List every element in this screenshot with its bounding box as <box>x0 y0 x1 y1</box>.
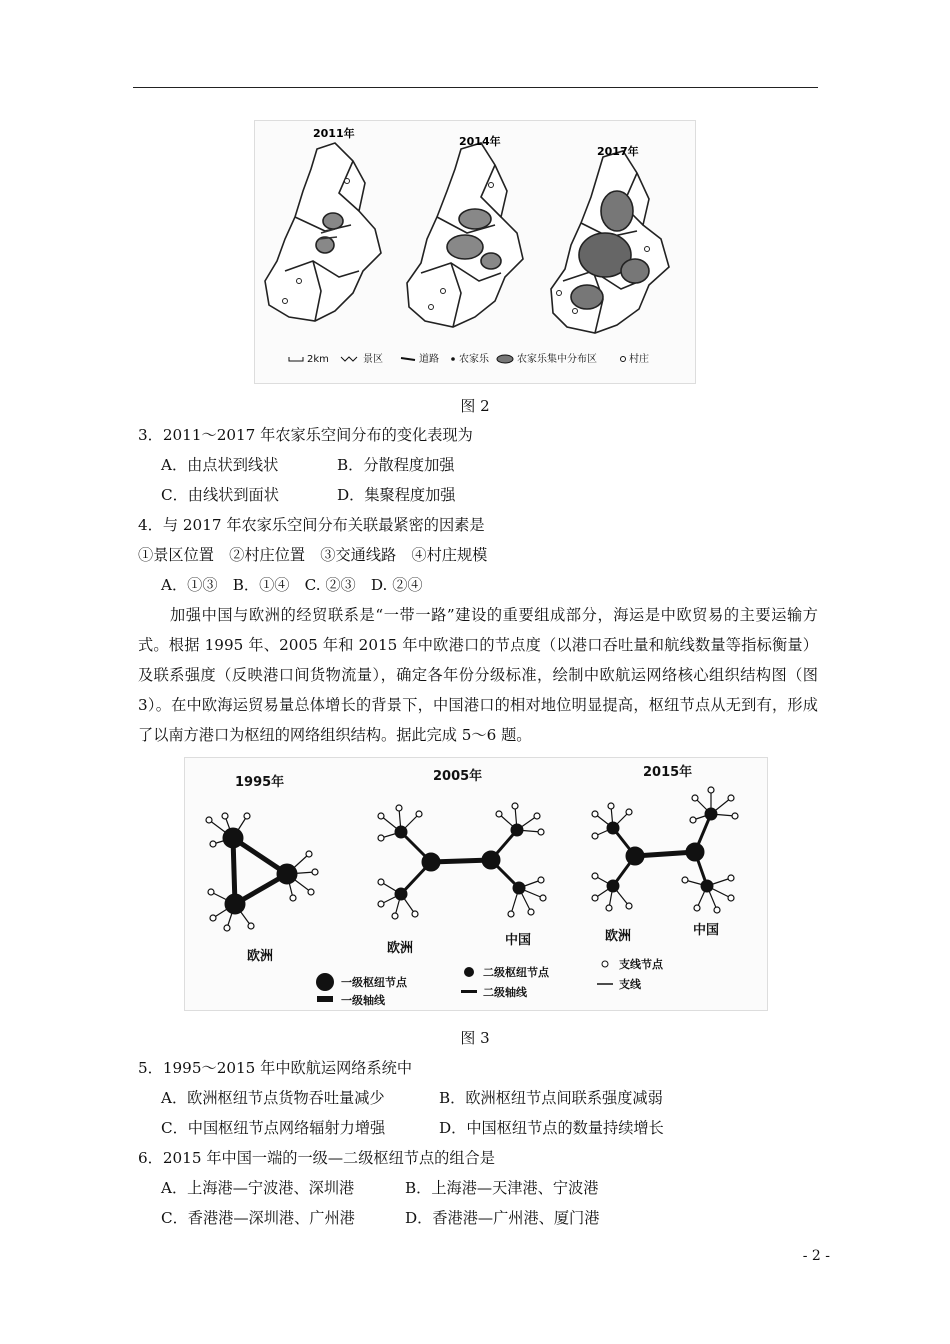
q6-option-c: C．香港港—深圳港、广州港 <box>161 1209 355 1227</box>
legend-branch-node: 支线节点 <box>619 958 663 971</box>
year-1995: 1995年 <box>235 775 285 790</box>
label-china-2005: 中国 <box>505 933 532 948</box>
legend-hub2: 二级枢纽节点 <box>483 966 549 979</box>
figure-3-caption: 图 3 <box>460 1029 490 1047</box>
legend-scenic: 景区 <box>363 354 383 365</box>
q5-option-c: C．中国枢纽节点网络辐射力增强 <box>161 1119 386 1137</box>
q3-options-row2 <box>161 485 456 505</box>
label-europe-2015: 欧洲 <box>605 929 632 944</box>
legend-road: 道路 <box>419 354 439 365</box>
map-2014 <box>407 143 523 327</box>
q3-option-b: B．分散程度加强 <box>337 456 455 474</box>
q6-options-row2 <box>161 1208 599 1228</box>
cluster-icon <box>497 355 513 363</box>
network-1995 <box>206 813 318 931</box>
legend-farmhouse: 农家乐 <box>459 354 489 365</box>
farmhouse-icon <box>451 357 455 361</box>
axis1-icon <box>317 996 333 1002</box>
q6-option-d: D．香港港—广州港、厦门港 <box>405 1209 600 1227</box>
hub1-icon <box>316 973 334 991</box>
year-2017: 2017年 <box>597 145 639 158</box>
axis2-icon <box>461 990 477 993</box>
q3-option-d: D．集聚程度加强 <box>337 486 456 504</box>
q4-options: A．①③ B．①④ C. ②③ D. ②④ <box>161 576 423 594</box>
label-china-2015: 中国 <box>693 923 720 938</box>
fig3-legend <box>316 957 664 1007</box>
page-number: - 2 - <box>802 1248 830 1264</box>
legend-cluster: 农家乐集中分布区 <box>517 354 597 365</box>
q5-stem: 5．1995～2015 年中欧航运网络系统中 <box>138 1059 413 1077</box>
village-icon <box>621 357 626 362</box>
year-2014: 2014年 <box>459 135 501 148</box>
q3-option-c: C．由线状到面状 <box>161 486 279 504</box>
q6-options-row1 <box>161 1178 598 1198</box>
scenic-icon <box>341 357 357 361</box>
network-2005 <box>378 803 546 919</box>
year-2015: 2015年 <box>643 765 693 780</box>
q5-option-d: D．中国枢纽节点的数量持续增长 <box>439 1119 664 1137</box>
branch-node-icon <box>602 961 608 967</box>
year-2005: 2005年 <box>433 769 483 784</box>
map-2017 <box>551 151 669 333</box>
q6-option-a: A．上海港—宁波港、深圳港 <box>161 1179 355 1197</box>
q4-factors: ①景区位置 ②村庄位置 ③交通线路 ④村庄规模 <box>138 546 488 564</box>
q3-option-a: A．由点状到线状 <box>161 456 279 474</box>
year-2011: 2011年 <box>313 127 355 140</box>
road-icon <box>401 358 415 360</box>
q5-options-row2 <box>161 1118 664 1138</box>
map-2011 <box>265 143 381 321</box>
header-rule <box>133 87 818 88</box>
legend-branch-line: 支线 <box>619 978 641 991</box>
legend-village: 村庄 <box>629 354 649 365</box>
legend-axis2: 二级轴线 <box>483 986 527 999</box>
q4-stem: 4．与 2017 年农家乐空间分布关联最紧密的因素是 <box>138 516 485 534</box>
scale-label: 2km <box>307 354 329 365</box>
legend-axis1: 一级轴线 <box>341 994 385 1007</box>
q3-options-row1 <box>161 455 454 475</box>
q6-option-b: B．上海港—天津港、宁波港 <box>405 1179 599 1197</box>
legend-hub1: 一级枢纽节点 <box>341 976 407 989</box>
figure-3-diagram <box>184 757 768 1011</box>
q3-stem: 3．2011～2017 年农家乐空间分布的变化表现为 <box>138 426 473 444</box>
label-europe-1995: 欧洲 <box>247 949 274 964</box>
passage: 加强中国与欧洲的经贸联系是“一带一路”建设的重要组成部分，海运是中欧贸易的主要运输方式。根据 1995 年、2005 年和 2015 年中欧港口的节点度（以港口吞吐量和航线数量等指标衡量）及联系强度（反映港口间货物流量），确定各年份分级标准，绘制中欧航运网络核心组织结构图（图 3）。在中欧海运贸易量总体增长的背景下，中国港口的相对地位明显提高，枢纽节点从无到有，形成了以南方港口为枢纽的网络组织结构。据此完成 5～6 题。 <box>138 606 818 744</box>
fig2-legend <box>289 352 649 365</box>
figure-2-caption: 图 2 <box>460 397 490 415</box>
q5-option-a: A．欧洲枢纽节点货物吞吐量减少 <box>161 1089 385 1107</box>
q5-option-b: B．欧洲枢纽节点间联系强度减弱 <box>439 1089 663 1107</box>
q6-stem: 6．2015 年中国一端的一级—二级枢纽节点的组合是 <box>138 1149 495 1167</box>
q5-options-row1 <box>161 1088 663 1108</box>
hub2-icon <box>464 967 474 977</box>
label-europe-2005: 欧洲 <box>387 941 414 956</box>
network-2015 <box>592 787 738 913</box>
figure-2-map <box>254 120 696 384</box>
